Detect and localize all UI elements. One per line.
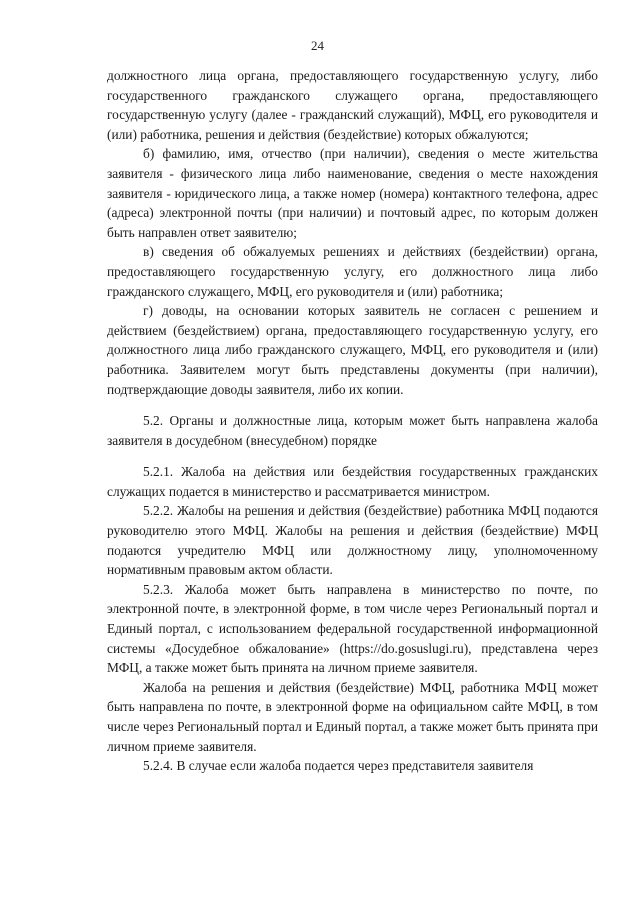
- paragraph-continuation: должностного лица органа, предоставляющего государственную услугу, либо государственного гражданского служащего органа, предоставляющего государственную услугу (далее - гражданский служащий), МФЦ, его руководителя и (или) работника, решения и действия (бездействие) которых обжалуются;: [107, 68, 598, 142]
- paragraph-item-v: в) сведения об обжалуемых решениях и действиях (бездействии) органа, предоставляющего государственную услугу, его должностного лица либо гражданского служащего, МФЦ, его руководителя и (или) работника;: [107, 244, 598, 299]
- paragraph-mfc-complaint: Жалоба на решения и действия (бездействие) МФЦ, работника МФЦ может быть направлена по почте, в электронной форме на официальном сайте МФЦ, в том числе через Региональный портал и Единый портал, а также может быть принята при личном приеме заявителя.: [107, 679, 598, 754]
- paragraph-5-2-1: 5.2.1. Жалоба на действия или бездействия государственных гражданских служащих подается в министерство и рассматривается министром.: [107, 464, 598, 499]
- section-5-2-heading: 5.2. Органы и должностные лица, которым может быть направлена жалоба заявителя в досудебном (внесудебном) порядке: [107, 413, 598, 448]
- paragraph-item-g: г) доводы, на основании которых заявитель не согласен с решением и действием (бездействием) органа, предоставляющего государственную услугу, его должностного лица либо гражданского служащего, МФЦ, его руководителя и (или) работника. Заявителем могут быть представлены документы (при наличии), подтверждающие доводы заявителя, либо их копии.: [107, 303, 598, 397]
- paragraph-item-b: б) фамилию, имя, отчество (при наличии), сведения о месте жительства заявителя - физического лица либо наименование, сведения о месте нахождения заявителя - юридического лица, а также номер (номера) контактного телефона, адрес (адреса) электронной почты (при наличии) и почтовый адрес, по которым должен быть направлен ответ заявителю;: [107, 146, 598, 240]
- paragraph-5-2-2: 5.2.2. Жалобы на решения и действия (бездействие) работника МФЦ подаются руководителю этого МФЦ. Жалобы на решения и действия (бездействие) МФЦ подаются учредителю МФЦ или должностному лицу, уполномоченному нормативным правовым актом области.: [107, 503, 598, 578]
- document-body: [107, 66, 598, 776]
- paragraph-5-2-3: 5.2.3. Жалоба может быть направлена в министерство по почте, по электронной почте, в электронной форме, в том числе через Региональный портал и Единый портал, с использованием федеральной государственной информационной системы «Досудебное обжалование» (https://do.gosuslugi.ru), представлена через МФЦ, а также может быть принята на личном приеме заявителя.: [107, 581, 598, 676]
- paragraph-5-2-4: 5.2.4. В случае если жалоба подается через представителя заявителя: [143, 758, 534, 774]
- page-number: 24: [311, 38, 324, 53]
